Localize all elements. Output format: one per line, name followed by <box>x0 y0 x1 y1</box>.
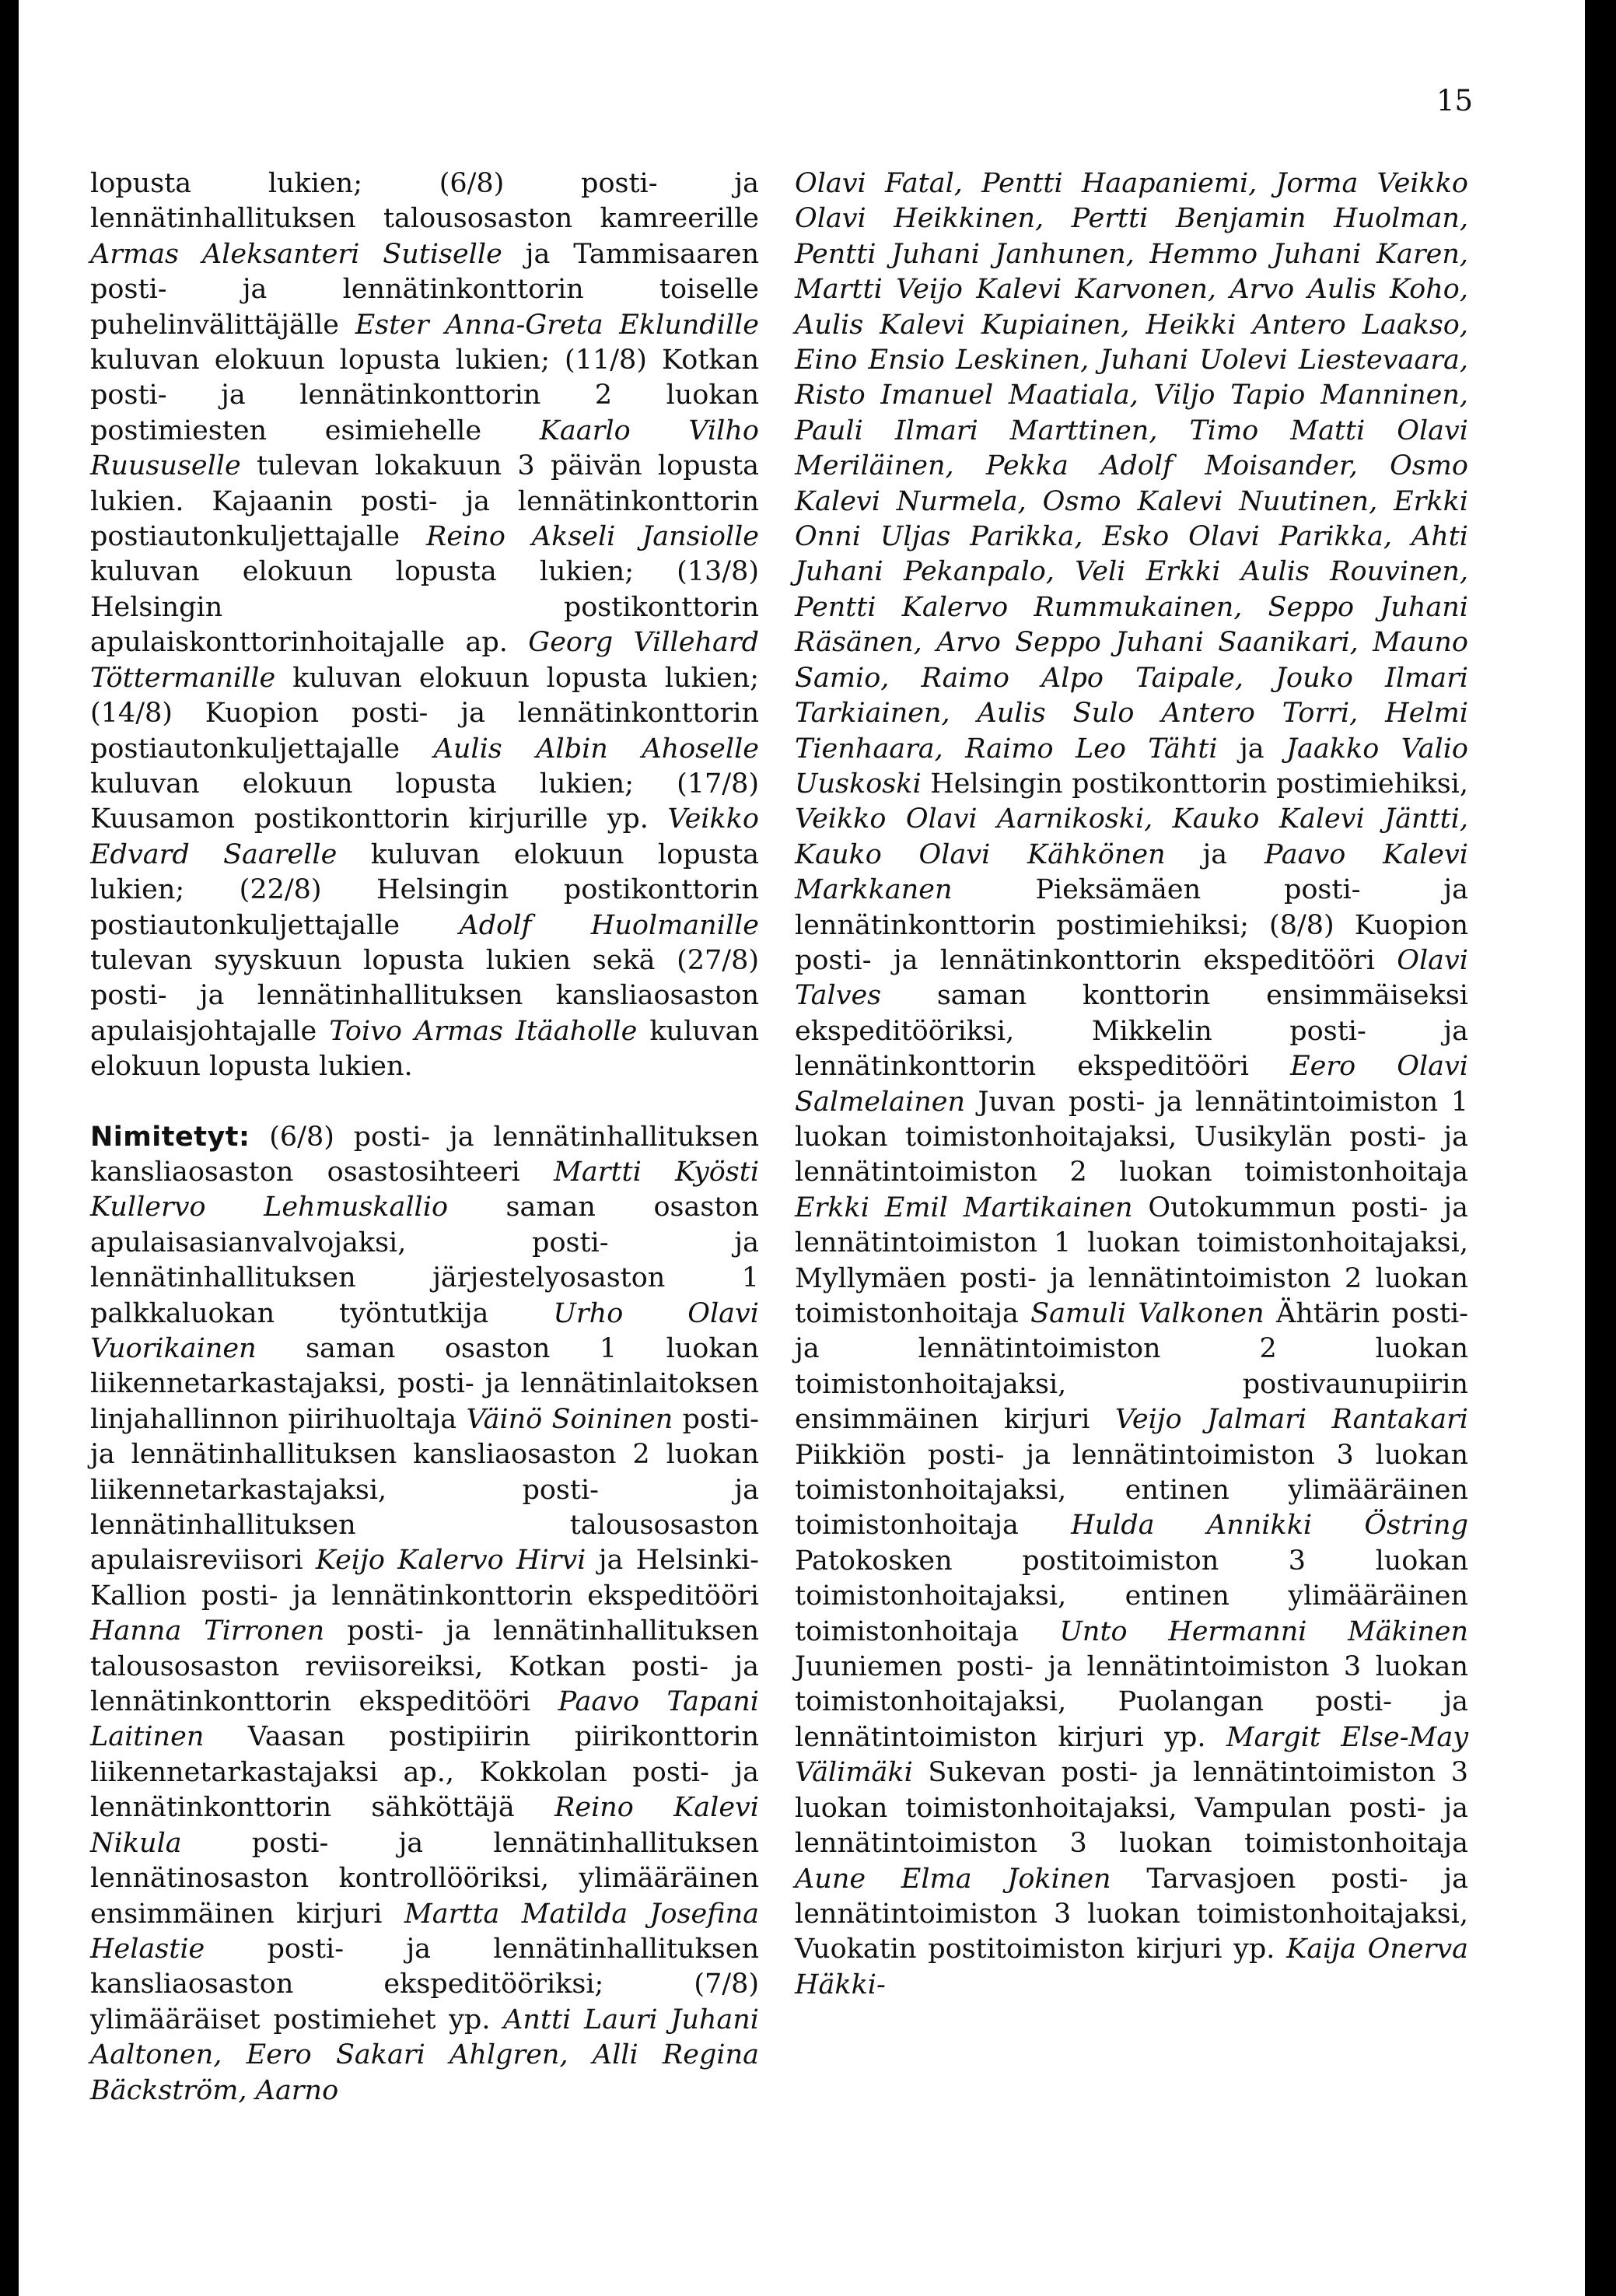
text-column-right <box>795 166 1468 2003</box>
italic-name: Hulda Annikki Östring <box>1071 1510 1468 1542</box>
italic-name: Veikko Olavi Aarnikoski, Kauko Kalevi Jäntti, Kauko Olavi Kähkönen <box>795 803 1468 870</box>
text-column-left <box>90 166 759 2109</box>
text-run: Helsingin postikonttorin postimiehiksi, <box>921 768 1468 800</box>
italic-name: Hanna Tirronen <box>90 1615 325 1647</box>
italic-name: Toivo Armas Itäaholle <box>329 1015 638 1047</box>
italic-name: Martti Kyösti Kullervo Lehmuskallio <box>90 1156 760 1223</box>
text-run: lopusta lukien; (6/8) posti- ja lennätinhallituksen talousosaston kamreerille <box>90 168 759 235</box>
text-run: Patokosken postitoimiston 3 luokan toimistonhoitajaksi, entinen ylimääräinen toimistonhoitaja <box>795 1545 1468 1647</box>
text-run: tulevan syyskuun lopusta lukien sekä (27/8) posti- ja lennätinhallituksen kansliaosaston apulaisjohtajalle <box>90 944 759 1047</box>
paragraph-nimitetyt <box>90 1120 759 2109</box>
italic-name: Keijo Kalervo Hirvi <box>315 1545 586 1577</box>
italic-name: Väinö Soininen <box>466 1403 673 1435</box>
lead-heading: Nimitetyt: <box>90 1121 250 1153</box>
italic-name: Veikko Edvard Saarelle <box>90 803 759 870</box>
text-run: kuluvan elokuun lopusta lukien; (22/8) Helsingin postikonttorin postiautonkuljettajalle <box>90 838 759 941</box>
italic-name: Kaarlo Vilho Ruususelle <box>90 415 759 482</box>
text-run: saman osaston 1 luokan liikennetarkastajaksi, posti- ja lennätinlaitoksen linjahallinnon piirihuoltaja <box>90 1333 759 1435</box>
italic-name: Ester Anna-Greta Eklundille <box>355 309 759 341</box>
text-run: kuluvan elokuun lopusta lukien; (13/8) Helsingin postikonttorin apulaiskonttorinhoitajalle ap. <box>90 556 759 659</box>
text-run: saman osaston apulaisasianvalvojaksi, posti- ja lennätinhallituksen järjestelyosaston 1 palkkaluokan työntutkija <box>90 1192 760 1329</box>
text-run: posti- ja lennätinhallituksen lennätinosaston kontrollööriksi, ylimääräinen ensimmäinen kirjuri <box>90 1827 759 1930</box>
text-run: Pieksämäen posti- ja lennätinkonttorin postimiehiksi; (8/8) Kuopion posti- ja lennätinkonttorin ekspeditööri <box>795 874 1468 976</box>
italic-name: Olavi Fatal, Pentti Haapaniemi, Jorma Veikko Olavi Heikkinen, Pertti Benjamin Huolman, Pentti Juhani Janhunen, Hemmo Juhani Karen, Martti Veijo Kalevi Karvonen, Arvo Aulis Koho, Aulis Kalevi Kupiainen, Heikki Antero Laakso, Eino Ensio Leskinen, Juhani Uolevi Liestevaara, Risto Imanuel Maatiala, Viljo Tapio Manninen, Pauli Ilmari Marttinen, Timo Matti Olavi Meriläinen, Pekka Adolf Moisander, Osmo Kalevi Nurmela, Osmo Kalevi Nuutinen, Erkki Onni Uljas Parikka, Esko Olavi Parikka, Ahti Juhani Pekanpalo, Veli Erkki Aulis Rouvinen, Pentti Kalervo Rummukainen, Seppo Juhani Räsänen, Arvo Seppo Juhani Saanikari, Mauno Samio, Raimo Alpo Taipale, Jouko Ilmari Tarkiainen, Aulis Sulo Antero Torri, Helmi Tienhaara, Raimo Leo Tähti <box>795 168 1468 765</box>
text-run: ja Tammisaaren posti- ja lennätinkonttorin toiselle puhelinvälittäjälle <box>90 238 760 341</box>
italic-name: Veijo Jalmari Rantakari <box>1114 1404 1468 1436</box>
italic-name: Reino Akseli Jansiolle <box>426 521 760 553</box>
italic-name: Jaakko Valio Uuskoski <box>795 733 1468 800</box>
text-run: Juvan posti- ja lennätintoimiston 1 luokan toimistonhoitajaksi, Uusikylän posti- ja lennätintoimiston 2 luokan toimistonhoitaja <box>795 1086 1468 1188</box>
scan-edge-right <box>1585 0 1616 2296</box>
text-run: Outokummun posti- ja lennätintoimiston 1 luokan toimistonhoitajaksi, Myllymäen posti- ja lennätintoimiston 2 luokan toimistonhoitaja <box>795 1192 1469 1329</box>
italic-name: Erkki Emil Martikainen <box>795 1192 1133 1223</box>
text-run: kuluvan elokuun lopusta lukien; (11/8) Kotkan posti- ja lennätinkonttorin 2 luokan postimiesten esimiehelle <box>90 345 759 446</box>
text-run: ja Helsinki-Kallion posti- ja lennätinkonttorin ekspeditööri <box>90 1545 759 1612</box>
italic-name: Georg Villehard Töttermanille <box>90 627 759 694</box>
text-run: posti- ja lennätinhallituksen talousosaston reviisoreiksi, Kotkan posti- ja lennätinkonttorin ekspeditööri <box>90 1615 760 1718</box>
text-run: (6/8) posti- ja lennätinhallituksen kansliaosaston osastosihteeri <box>90 1121 759 1188</box>
italic-name: Aulis Albin Ahoselle <box>433 733 759 765</box>
italic-name: Olavi Talves <box>795 944 1468 1012</box>
text-run: Ähtärin posti- ja lennätintoimiston 2 luokan toimistonhoitajaksi, postivaunupiirin ensimmäinen kirjuri <box>795 1298 1468 1436</box>
italic-name: Reino Kalevi Nikula <box>90 1792 760 1859</box>
text-run: kuluvan elokuun lopusta lukien. <box>90 1015 760 1083</box>
italic-name: Margit Else-May Välimäki <box>795 1721 1468 1789</box>
text-run: ja <box>1165 838 1264 870</box>
paragraph <box>90 166 759 1085</box>
text-run: kuluvan elokuun lopusta lukien; (17/8) Kuusamon postikonttorin kirjurille yp. <box>90 768 759 835</box>
italic-name: Kaija Onerva Häkki- <box>795 1934 1468 2000</box>
text-run: Juuniemen posti- ja lennätintoimiston 3 luokan toimistonhoitajaksi, Puolangan posti- ja lennätintoimiston kirjuri yp. <box>795 1651 1468 1753</box>
text-run: posti- ja lennätinhallituksen kansliaosaston 2 luokan liikennetarkastajaksi, posti- ja lennätinhallituksen talousosaston apulaisreviisori <box>90 1403 759 1577</box>
text-run: Tarvasjoen posti- ja lennätintoimiston 3 luokan toimistonhoitajaksi, Vuokatin postitoimiston kirjuri yp. <box>795 1863 1469 1965</box>
text-run: saman konttorin ensimmäiseksi ekspeditööriksi, Mikkelin posti- ja lennätinkonttorin ekspeditööri <box>795 980 1468 1083</box>
text-run: tulevan lokakuun 3 päivän lopusta lukien. Kajaanin posti- ja lennätinkonttorin postiautonkuljettajalle <box>90 450 759 553</box>
text-run: ja <box>1217 733 1287 765</box>
page-number: 15 <box>1436 84 1474 117</box>
text-run: Sukevan posti- ja lennätintoimiston 3 luokan toimistonhoitajaksi, Vampulan posti- ja lennätintoimiston 3 luokan toimistonhoitaja <box>795 1757 1468 1860</box>
italic-name: Antti Lauri Juhani Aaltonen, Eero Sakari Ahlgren, Alli Regina Bäckström, Aarno <box>90 2004 760 2106</box>
text-run: Piikkiön posti- ja lennätintoimiston 3 luokan toimistonhoitajaksi, entinen ylimääräinen toimistonhoitaja <box>795 1439 1468 1542</box>
italic-name: Urho Olavi Vuorikainen <box>90 1297 759 1364</box>
italic-name: Paavo Tapani Laitinen <box>90 1686 759 1753</box>
italic-name: Aune Elma Jokinen <box>795 1863 1111 1895</box>
paragraph <box>795 166 1468 2003</box>
text-run: Vaasan postipiirin piirikonttorin liikennetarkastajaksi ap., Kokkolan posti- ja lennätinkonttorin sähköttäjä <box>90 1721 759 1824</box>
scan-edge-left <box>0 0 19 2296</box>
text-run: kuluvan elokuun lopusta lukien; (14/8) Kuopion posti- ja lennätinkonttorin postiautonkuljettajalle <box>90 662 759 765</box>
italic-name: Unto Hermanni Mäkinen <box>1059 1615 1468 1647</box>
italic-name: Paavo Kalevi Markkanen <box>795 838 1468 906</box>
text-run: posti- ja lennätinhallituksen kansliaosaston ekspeditööriksi; (7/8) ylimääräiset postimiehet yp. <box>90 1933 759 2035</box>
italic-name: Martta Matilda Josefina Helastie <box>90 1898 759 1965</box>
italic-name: Armas Aleksanteri Sutiselle <box>90 238 502 270</box>
italic-name: Adolf Huolmanille <box>459 909 760 941</box>
italic-name: Eero Olavi Salmelainen <box>795 1051 1468 1118</box>
italic-name: Samuli Valkonen <box>1030 1298 1264 1329</box>
